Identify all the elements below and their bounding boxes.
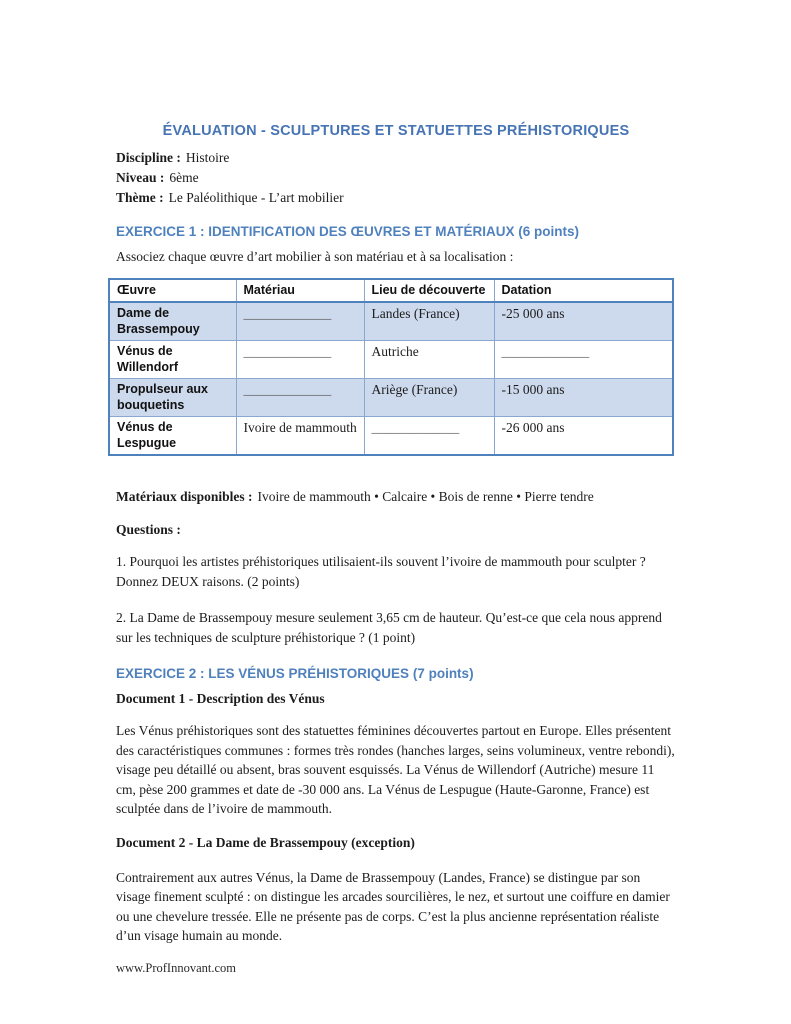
meta-line-discipline xyxy=(116,148,676,168)
column-header-materiau: Matériau xyxy=(236,279,364,303)
table-row-willendorf xyxy=(109,341,673,379)
document1-text: Les Vénus préhistoriques sont des statuettes féminines découvertes partout en Europe. Elles présentent des caractéristiques communes : formes très rondes (hanches larges, seins volumineux, ventre rebondi), visage peu détaillé ou absent, bras souvent esquissés. La Vénus de Willendorf (Autriche) mesure 11 cm, pèse 200 grammes et date de -30 000 ans. La Vénus de Lespugue (Haute-Garonne, France) est sculptée dans de l’ivoire de mammouth. xyxy=(116,723,675,816)
materials-label: Matériaux disponibles : xyxy=(116,489,253,504)
cell-materiau-blank: _____________ xyxy=(236,341,364,379)
question-2: 2. La Dame de Brassempouy mesure seulement 3,65 cm de hauteur. Qu’est-ce que cela nous apprend sur les techniques de sculpture préhistorique ? (1 point) xyxy=(116,610,662,645)
document2-heading: Document 2 - La Dame de Brassempouy (exception) xyxy=(116,834,415,850)
meta-value-theme: Le Paléolithique - L’art mobilier xyxy=(168,190,344,205)
cell-datation: -25 000 ans xyxy=(494,302,673,341)
table-row-propulseur xyxy=(109,379,673,417)
question-1: 1. Pourquoi les artistes préhistoriques utilisaient-ils souvent l’ivoire de mammouth pour sculpter ? Donnez DEUX raisons. (2 points) xyxy=(116,554,646,589)
meta-line-theme xyxy=(116,188,676,208)
cell-oeuvre: Vénus de Willendorf xyxy=(109,341,236,379)
meta-label-discipline: Discipline : xyxy=(116,150,181,165)
document1-heading: Document 1 - Description des Vénus xyxy=(116,691,325,706)
column-header-datation: Datation xyxy=(494,279,673,303)
exercise1-intro: Associez chaque œuvre d’art mobilier à son matériau et à sa localisation : xyxy=(116,249,514,264)
cell-lieu: Ariège (France) xyxy=(364,379,494,417)
questions-label: Questions : xyxy=(116,521,181,537)
document2-text: Contrairement aux autres Vénus, la Dame de Brassempouy (Landes, France) se distingue par son visage finement sculpté : on distingue les arcades sourcilières, le nez, et surtout une coiffure en damier ou une chevelure tressée. Elle ne présente pas de corps. C’est la plus ancienne représentation réaliste d’un visage humain au monde. xyxy=(116,869,670,943)
page-title: ÉVALUATION - SCULPTURES ET STATUETTES PRÉHISTORIQUES xyxy=(162,123,630,139)
exercise1-matching-table xyxy=(108,278,674,457)
meta-label-niveau: Niveau : xyxy=(116,170,165,185)
cell-datation: -26 000 ans xyxy=(494,417,673,456)
footer-url: www.ProfInnovant.com xyxy=(116,961,237,975)
cell-lieu-blank: _____________ xyxy=(364,417,494,456)
exercise2-heading: EXERCICE 2 : LES VÉNUS PRÉHISTORIQUES (7 points) xyxy=(116,666,474,681)
materials-list: Ivoire de mammouth • Calcaire • Bois de renne • Pierre tendre xyxy=(257,489,594,504)
cell-oeuvre: Vénus de Lespugue xyxy=(109,417,236,456)
column-header-oeuvre: Œuvre xyxy=(109,279,236,303)
table-row-brassempouy xyxy=(109,302,673,341)
meta-value-niveau: 6ème xyxy=(169,170,199,185)
meta-label-theme: Thème : xyxy=(116,190,164,205)
cell-lieu: Landes (France) xyxy=(364,302,494,341)
column-header-lieu: Lieu de découverte xyxy=(364,279,494,303)
cell-datation-blank: _____________ xyxy=(494,341,673,379)
table-row-lespugue xyxy=(109,417,673,456)
materials-line xyxy=(116,487,676,507)
exercise1-heading: EXERCICE 1 : IDENTIFICATION DES ŒUVRES ET MATÉRIAUX (6 points) xyxy=(116,224,580,239)
cell-datation: -15 000 ans xyxy=(494,379,673,417)
cell-lieu: Autriche xyxy=(364,341,494,379)
cell-oeuvre: Propulseur aux bouquetins xyxy=(109,379,236,417)
cell-materiau-blank: _____________ xyxy=(236,302,364,341)
meta-value-discipline: Histoire xyxy=(185,150,230,165)
meta-line-niveau xyxy=(116,168,676,188)
cell-materiau: Ivoire de mammouth xyxy=(236,417,364,456)
cell-materiau-blank: _____________ xyxy=(236,379,364,417)
cell-oeuvre: Dame de Brassempouy xyxy=(109,302,236,341)
table-header-row xyxy=(109,279,673,303)
